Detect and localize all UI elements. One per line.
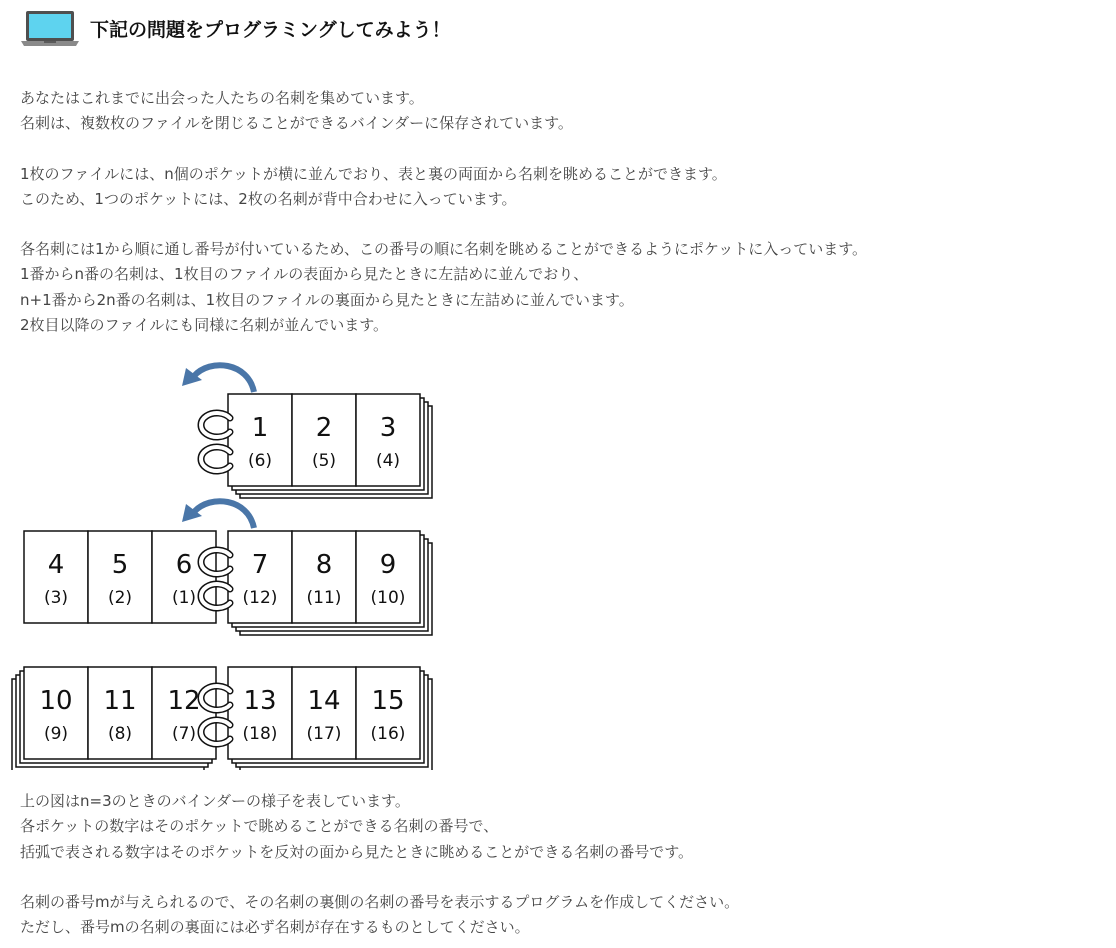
pocket-number: 6 [175, 550, 193, 580]
page-turn-arrow-icon [194, 365, 254, 392]
pocket-number: 2 [315, 413, 333, 443]
text-line: ただし、番号mの名刺の裏面には必ず名刺が存在するものとしてください。 [20, 918, 530, 937]
header [20, 8, 451, 48]
pocket-back-number: (16) [370, 724, 406, 744]
pocket-back-number: (1) [171, 588, 197, 608]
pocket-back-number: (17) [306, 724, 342, 744]
pocket-number: 14 [307, 686, 341, 716]
text-line: このため、1つのポケットには、2枚の名刺が背中合わせに入っています。 [20, 190, 517, 209]
text-line: 1番からn番の名刺は、1枚目のファイルの表面から見たときに左詰めに並んでおり、 [20, 265, 589, 284]
pocket-back-number: (4) [375, 451, 401, 471]
text-line: 各ポケットの数字はそのポケットで眺めることができる名刺の番号で、 [20, 817, 499, 836]
pocket-number: 3 [379, 413, 397, 443]
binder-diagram [0, 350, 460, 770]
text-line: 2枚目以降のファイルにも同様に名刺が並んでいます。 [20, 315, 389, 334]
text-line: n+1番から2n番の名刺は、1枚目のファイルの裏面から見たときに左詰めに並んでいます。 [20, 290, 634, 309]
text-line: 名刺は、複数枚のファイルを閉じることができるバインダーに保存されています。 [20, 114, 573, 133]
pocket-back-number: (9) [43, 724, 69, 744]
binder-ring-inner [201, 447, 230, 471]
pocket-number: 1 [251, 413, 269, 443]
text-line: 名刺の番号mが与えられるので、その名刺の裏側の名刺の番号を表示するプログラムを作成してください。 [20, 893, 740, 911]
pocket-back-number: (11) [306, 588, 342, 608]
pocket-number: 15 [371, 686, 405, 716]
page-turn-arrow-icon [194, 501, 254, 528]
pocket-back-number: (3) [43, 588, 69, 608]
pocket-back-number: (2) [107, 588, 133, 608]
pockets-paragraph [20, 162, 727, 213]
pocket-number: 13 [243, 686, 277, 716]
pocket-number: 9 [379, 550, 397, 580]
text-line: 各名刺には1から順に通し番号が付いているため、この番号の順に名刺を眺めることができるようにポケットに入っています。 [20, 240, 867, 258]
laptop-icon [20, 8, 80, 48]
task-paragraph [20, 890, 739, 941]
pocket-number: 5 [111, 550, 129, 580]
pocket-number: 8 [315, 550, 333, 580]
pocket-number: 7 [251, 550, 269, 580]
pocket-number: 10 [39, 686, 73, 716]
pocket-back-number: (8) [107, 724, 133, 744]
pocket-back-number: (18) [242, 724, 278, 744]
pocket-number: 12 [167, 686, 201, 716]
text-line: 1枚のファイルには、n個のポケットが横に並んでおり、表と裏の両面から名刺を眺めることができます。 [20, 165, 727, 183]
text-line: 上の図はn=3のときのバインダーの様子を表しています。 [20, 792, 410, 810]
intro-paragraph [20, 86, 573, 137]
pocket-back-number: (6) [247, 451, 273, 471]
explanation-paragraph [20, 789, 693, 865]
pocket-number: 4 [47, 550, 65, 580]
pocket-back-number: (5) [311, 451, 337, 471]
pocket-number: 11 [103, 686, 137, 716]
order-paragraph [20, 237, 867, 338]
text-line: 括弧で表される数字はそのポケットを反対の面から見たときに眺めることができる名刺の番号です。 [20, 842, 694, 861]
text-line: あなたはこれまでに出会った人たちの名刺を集めています。 [20, 89, 424, 107]
pocket-back-number: (10) [370, 588, 406, 608]
binder-ring-inner [201, 413, 230, 437]
page-title: 下記の問題をプログラミングしてみよう！ [90, 18, 451, 41]
pocket-back-number: (7) [171, 724, 197, 744]
pocket-back-number: (12) [242, 588, 278, 608]
